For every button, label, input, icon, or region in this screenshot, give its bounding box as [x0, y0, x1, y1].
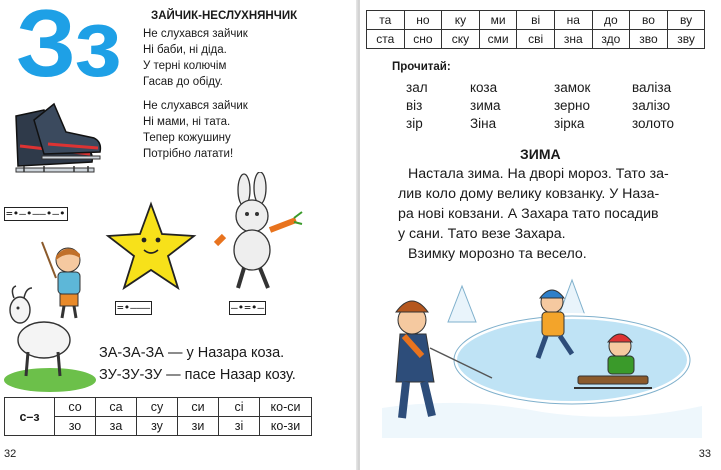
- table-row-header: с–з: [5, 398, 55, 436]
- word: зима: [470, 98, 501, 113]
- table-cell: сві: [517, 30, 555, 49]
- story-line: Настала зима. На дворі мороз. Тато за-: [408, 166, 669, 182]
- word: валіза: [632, 80, 672, 95]
- tongue-twister-1: ЗА-ЗА-ЗА — у Назара коза.: [99, 345, 285, 361]
- table-cell: за: [96, 417, 137, 436]
- table-cell: су: [137, 398, 178, 417]
- table-cell: ко-зи: [260, 417, 312, 436]
- table-cell: зі: [219, 417, 260, 436]
- big-letter-heading: Зз: [16, 0, 120, 97]
- sound-scheme-skates: =•–•––•–•: [6, 207, 66, 220]
- syllable-table-top: [366, 10, 705, 49]
- table-cell: зво: [630, 30, 668, 49]
- table-cell: са: [96, 398, 137, 417]
- poem-line: Потрібно латати!: [143, 148, 234, 160]
- story-text: [398, 164, 716, 264]
- story-title: ЗИМА: [520, 146, 561, 162]
- poem-line: Не слухався зайчик: [143, 28, 248, 40]
- table-cell: со: [55, 398, 96, 417]
- table-cell: сі: [219, 398, 260, 417]
- table-cell: ві: [517, 11, 555, 30]
- table-cell: ву: [667, 11, 705, 30]
- sound-scheme-rabbit: –•=•–: [231, 301, 265, 314]
- story-line: Взимку морозно та весело.: [408, 246, 587, 262]
- table-cell: сми: [479, 30, 517, 49]
- table-cell: зо: [55, 417, 96, 436]
- table-cell: си: [178, 398, 219, 417]
- word: віз: [406, 98, 423, 113]
- word: залізо: [632, 98, 671, 113]
- poem-line: Тепер кожушину: [143, 132, 231, 144]
- word: зал: [406, 80, 428, 95]
- right-page: [360, 0, 721, 470]
- skates-illustration: [4, 96, 104, 196]
- poem-line: Ні мами, ні тата.: [143, 116, 231, 128]
- table-cell: та: [367, 11, 405, 30]
- table-cell: зу: [137, 417, 178, 436]
- word: зірка: [554, 116, 585, 131]
- word: замок: [554, 80, 591, 95]
- winter-skating-illustration: [382, 278, 702, 438]
- table-cell: зна: [554, 30, 592, 49]
- table-cell: зи: [178, 417, 219, 436]
- table-cell: ску: [442, 30, 480, 49]
- table-cell: здо: [592, 30, 630, 49]
- table-cell: до: [592, 11, 630, 30]
- poem-line: Гасав до обіду.: [143, 76, 223, 88]
- word: зір: [406, 116, 423, 131]
- syllable-table-s-z: [4, 397, 312, 436]
- sound-scheme-star: =•–––: [117, 301, 151, 314]
- word: коза: [470, 80, 498, 95]
- table-cell: ко-си: [260, 398, 312, 417]
- table-cell: ми: [479, 11, 517, 30]
- word: золото: [632, 116, 675, 131]
- rabbit-illustration: [214, 172, 304, 292]
- story-line: ра нові ковзани. А Захара тато посадив: [398, 206, 659, 222]
- word: зерно: [554, 98, 591, 113]
- page-number-left: 32: [4, 448, 17, 460]
- word-list: [406, 80, 706, 132]
- table-cell: зву: [667, 30, 705, 49]
- page-number-right: 33: [698, 448, 711, 460]
- table-cell: сно: [404, 30, 442, 49]
- poem-title: ЗАЙЧИК-НЕСЛУХНЯНЧИК: [151, 10, 298, 22]
- tongue-twister-2: ЗУ-ЗУ-ЗУ — пасе Назар козу.: [99, 367, 296, 383]
- left-page: [0, 0, 358, 470]
- table-cell: во: [630, 11, 668, 30]
- star-illustration: [104, 200, 198, 292]
- poem: [143, 10, 353, 162]
- goat-illustration: [2, 284, 98, 392]
- story-line: лив коло дому велику ковзанку. У Наза-: [398, 186, 660, 202]
- story-line: у сани. Тато везе Захара.: [398, 226, 566, 242]
- table-cell: ста: [367, 30, 405, 49]
- table-cell: на: [554, 11, 592, 30]
- table-cell: но: [404, 11, 442, 30]
- read-instruction: Прочитай:: [392, 61, 451, 73]
- poem-line: Не слухався зайчик: [143, 100, 248, 112]
- poem-line: Ні баби, ні діда.: [143, 44, 227, 56]
- poem-line: У терні колючім: [143, 60, 227, 72]
- word: Зіна: [470, 116, 497, 131]
- table-cell: ку: [442, 11, 480, 30]
